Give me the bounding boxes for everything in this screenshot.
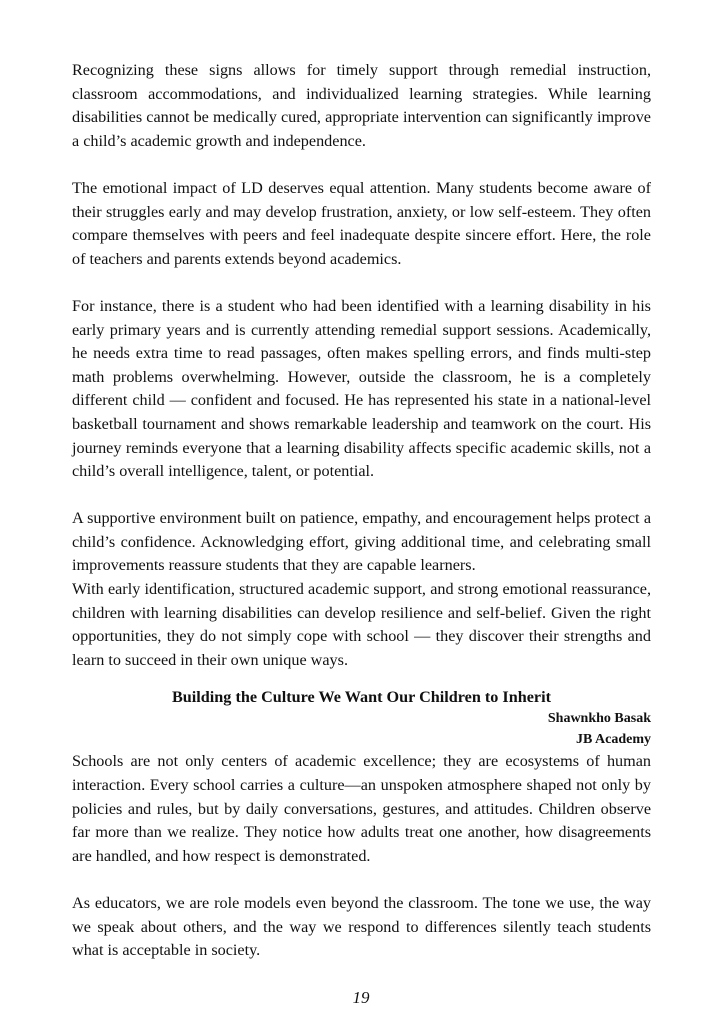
article-author: Shawnkho Basak [547,711,651,727]
paragraph-supportive-environment: A supportive environment built on patience, empathy, and encouragement helps protect a child’s confidence. Acknowledging effort, giving additional time, and celebrating small improvements reassure students that they are capable learners. [72,509,651,575]
paragraph-early-identification: With early identification, structured academic support, and strong emotional reassurance, children with learning disabilities can develop resilience and self-belief. Given the right opportunities, they do not simply cope with school — they discover their strengths and learn to succeed in their own unique ways. [72,580,651,669]
article-school: JB Academy [575,732,651,748]
paragraph-spacer [72,153,651,177]
paragraph-spacer [72,484,651,508]
document-page [72,59,651,963]
paragraph-school-culture: Schools are not only centers of academic excellence; they are ecosystems of human interaction. Every school carries a culture—an unspoken atmosphere shaped not only by policies and rules, but by daily conversations, gestures, and attitudes. Children observe far more than we realize. They notice how adults treat one another, how disagreements are handled, and how respect is demonstrated. [72,752,651,865]
paragraph-role-models: As educators, we are role models even beyond the classroom. The tone we use, the way we speak about others, and the way we respond to differences silently teach students what is acceptable in society. [72,894,651,960]
paragraph-spacer [72,271,651,295]
page-number: 19 [352,988,370,1007]
paragraph-remedial-support: Recognizing these signs allows for timely support through remedial instruction, classroom accommodations, and individualized learning strategies. While learning disabilities cannot be medically cured, appropriate intervention can significantly improve a child’s academic growth and independence. [72,61,651,150]
paragraph-student-example: For instance, there is a student who had been identified with a learning disability in his early primary years and is currently attending remedial support sessions. Academically, he needs extra time to read passages, often makes spelling errors, and finds multi-step math problems overwhelming. However, outside the classroom, he is a completely different child — confident and focused. He has represented his state in a national-level basketball tournament and shows remarkable leadership and teamwork on the court. His journey reminds everyone that a learning disability affects specific academic skills, not a child’s overall intelligence, talent, or potential. [72,296,651,481]
paragraph-spacer [72,868,651,892]
article-title: Building the Culture We Want Our Children to Inherit [172,688,551,707]
paragraph-emotional-impact: The emotional impact of LD deserves equal attention. Many students become aware of their struggles early and may develop frustration, anxiety, or low self-esteem. They often compare themselves with peers and feel inadequate despite sincere effort. Here, the role of teachers and parents extends beyond academics. [72,178,651,268]
